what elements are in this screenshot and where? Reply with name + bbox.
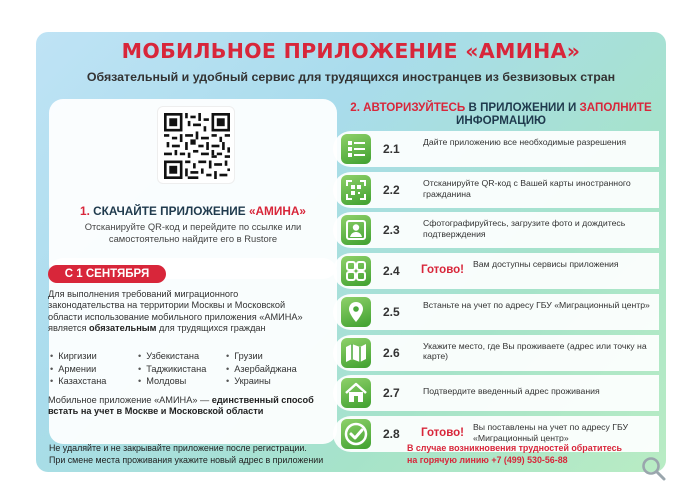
footer-right-line2: на горячую линию +7 (499) 530-56-88 — [407, 454, 568, 465]
step-row — [333, 212, 659, 248]
step-number: 2.2 — [383, 182, 400, 197]
step1-number: 1. — [80, 204, 90, 218]
step-number: 2.3 — [383, 223, 400, 238]
poster — [36, 32, 666, 472]
step-number: 2.7 — [383, 386, 400, 401]
app-grid-icon — [341, 256, 371, 286]
step-ready-label: Готово! — [421, 426, 464, 439]
country-item: • Казахстана — [50, 375, 106, 388]
countries-column-3 — [226, 350, 297, 388]
footer-hotline — [407, 443, 657, 466]
country-item: • Армении — [50, 363, 106, 376]
qr-code[interactable] — [157, 106, 235, 184]
qr-scan-icon — [341, 175, 371, 205]
step1-app-name: «АМИНА» — [248, 204, 306, 218]
footer-right-line1: В случае возникновения трудностей обратитесь — [407, 443, 623, 453]
country-item: • Молдовы — [138, 375, 206, 388]
step-row — [333, 335, 659, 371]
countries-column-2 — [138, 350, 206, 388]
download-card — [49, 99, 337, 279]
app-note — [48, 395, 318, 418]
step-number: 2.5 — [383, 304, 400, 319]
step-text: Укажите место, где Вы проживаете (адрес или точку на карте) — [423, 340, 647, 362]
step-text: Дайте приложению все необходимые разрешения — [423, 137, 627, 147]
zoom-icon[interactable] — [641, 456, 667, 482]
step2-middle: В ПРИЛОЖЕНИИ И — [468, 101, 577, 114]
step1-description: Отсканируйте QR-код и перейдите по ссылке или самостоятельно найдите его в Rustore — [84, 221, 302, 244]
step-row — [333, 172, 659, 208]
step1-heading — [49, 204, 337, 218]
step2-fill: ЗАПОЛНИТЕ — [579, 101, 652, 114]
step2-number: 2. — [350, 101, 360, 114]
step-row — [333, 131, 659, 167]
step-number: 2.8 — [383, 426, 400, 441]
map-icon — [341, 338, 371, 368]
countries-column-1 — [50, 350, 106, 388]
app-note-part1: Мобильное приложение «АМИНА» — — [48, 395, 210, 405]
footer-left-line2: При смене места проживания укажите новый адрес в приложении — [49, 454, 324, 465]
step-text: Встаньте на учет по адресу ГБУ «Миграционный центр» — [423, 299, 650, 310]
countries-list — [50, 350, 320, 390]
step-row — [333, 375, 659, 411]
date-badge: С 1 СЕНТЯБРЯ — [48, 265, 166, 283]
step-text: Отсканируйте QR-код с Вашей карты иностранного гражданина — [423, 177, 631, 199]
notice-text-part1: Для выполнения требований миграционного законодательства на территории Москвы и Московской области использование мобильного приложения «АМИНА» является — [48, 289, 303, 334]
step-text: Вы поставлены на учет по адресу ГБУ «Миграционный центр» — [473, 421, 629, 443]
notice-text-part2: для трудящихся граждан — [158, 323, 266, 334]
step2-info: ИНФОРМАЦИЮ — [456, 114, 546, 128]
person-photo-icon — [341, 215, 371, 245]
step-row — [333, 294, 659, 330]
step-ready-label: Готово! — [421, 264, 464, 277]
notice-text — [48, 289, 310, 335]
country-item: • Украины — [226, 375, 297, 388]
country-item: • Киргизии — [50, 350, 106, 363]
step2-heading — [336, 101, 666, 128]
step-text: Вам доступны сервисы приложения — [473, 259, 619, 270]
country-item: • Узбекистана — [138, 350, 206, 363]
step-row — [333, 253, 659, 289]
qr-code-icon — [164, 113, 230, 179]
step-number: 2.6 — [383, 345, 400, 360]
page-subtitle: Обязательный и удобный сервис для трудящихся иностранцев из безвизовых стран — [86, 70, 616, 84]
country-item: • Грузии — [226, 350, 297, 363]
step-number: 2.4 — [383, 264, 400, 279]
footer-left — [49, 443, 369, 466]
country-item: • Таджикистана — [138, 363, 206, 376]
country-item: • Азербайджана — [226, 363, 297, 376]
step-text: Сфотографируйтесь, загрузите фото и дождитесь подтверждения — [423, 218, 626, 240]
page-title: МОБИЛЬНОЕ ПРИЛОЖЕНИЕ «АМИНА» — [121, 39, 581, 63]
step2-authorize: АВТОРИЗУЙТЕСЬ — [363, 101, 466, 114]
checklist-icon — [341, 134, 371, 164]
notice-text-bold: обязательным — [89, 323, 157, 334]
step1-title: СКАЧАЙТЕ ПРИЛОЖЕНИЕ — [93, 204, 246, 218]
step-text: Подтвердите введенный адрес проживания — [423, 386, 600, 397]
home-icon — [341, 378, 371, 408]
footer-left-line1: Не удаляйте и не закрывайте приложение после регистрации. — [49, 443, 307, 453]
location-pin-icon — [341, 297, 371, 327]
app-note-bold: единственный способ встать на учет в Москве и Московской области — [48, 395, 314, 417]
step-number: 2.1 — [383, 142, 400, 156]
